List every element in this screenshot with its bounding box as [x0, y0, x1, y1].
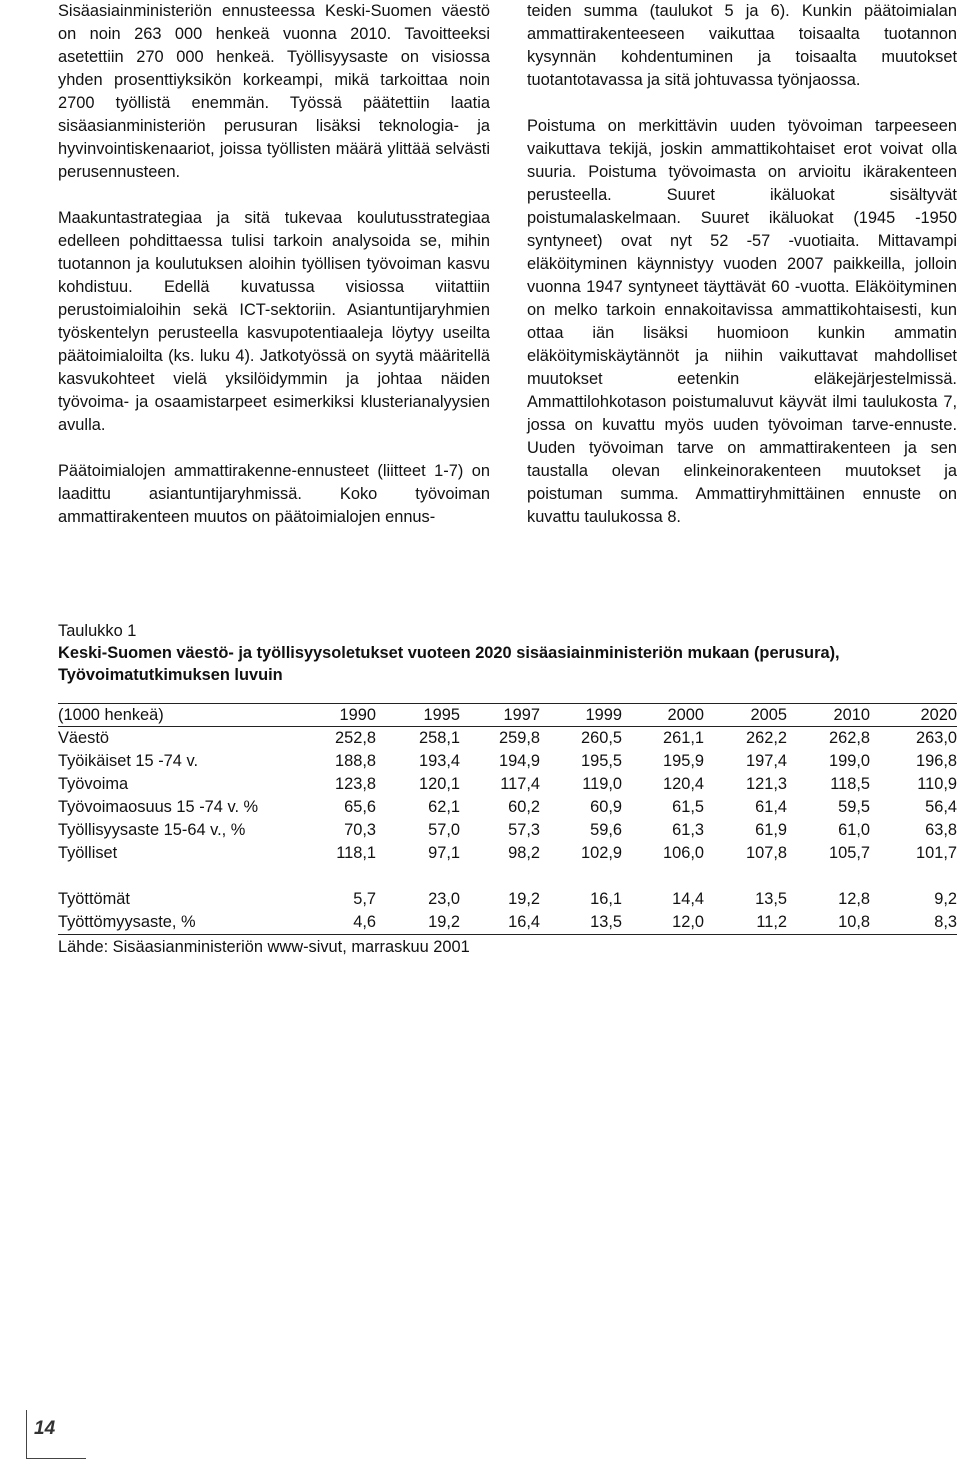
value-cell: 59,5	[838, 798, 870, 816]
table-source: Lähde: Sisäasianministeriön www-sivut, marraskuu 2001	[58, 938, 470, 956]
spacer-cell	[58, 865, 957, 888]
table-row	[58, 819, 957, 842]
value-cell: 10,8	[787, 911, 870, 935]
value-cell: 59,6	[590, 821, 622, 839]
value-cell: 102,9	[580, 844, 622, 862]
header-cell: 2020	[870, 704, 957, 727]
header-cell: 1997	[460, 704, 540, 727]
value-cell: 57,3	[508, 821, 540, 839]
value-cell: 258,1	[418, 729, 460, 747]
value-cell: 121,3	[745, 775, 787, 793]
table-label: Taulukko 1	[58, 622, 137, 640]
value-cell: 101,7	[915, 844, 957, 862]
value-cell: 118,1	[336, 844, 376, 862]
value-cell: 16,4	[460, 911, 540, 935]
value-cell: 120,1	[418, 775, 460, 793]
value-cell: 106,0	[662, 844, 704, 862]
header-cell: 1990	[286, 704, 376, 727]
value-cell: 117,4	[500, 775, 540, 793]
value-cell: 9,2	[934, 890, 957, 908]
left-paragraph-3: Päätoimialojen ammattirakenne-ennusteet (liitteet 1-7) on laadittu asiantuntijaryhmissä. Koko työvoiman ammattirakenteen muutos on päätoimialojen ennus-	[58, 462, 490, 526]
value-cell: 5,7	[353, 890, 376, 908]
value-cell: 194,9	[498, 752, 540, 770]
value-cell: 62,1	[428, 798, 460, 816]
left-column	[58, 0, 490, 529]
value-cell: 252,8	[334, 729, 376, 747]
value-cell: 197,4	[745, 752, 787, 770]
value-cell: 11,2	[704, 911, 787, 935]
value-cell: 97,1	[428, 844, 460, 862]
value-cell: 16,1	[590, 890, 622, 908]
value-cell: 262,8	[828, 729, 870, 747]
value-cell: 70,3	[344, 821, 376, 839]
value-cell: 262,2	[745, 729, 787, 747]
table-row	[58, 773, 957, 796]
value-cell: 57,0	[428, 821, 460, 839]
value-cell: 123,8	[334, 775, 376, 793]
row-label-cell: Väestö	[58, 729, 110, 747]
data-table	[58, 703, 957, 935]
value-cell: 260,5	[580, 729, 622, 747]
header-cell: 2005	[704, 704, 787, 727]
value-cell: 98,2	[508, 844, 540, 862]
right-column	[527, 0, 957, 529]
value-cell: 63,8	[925, 821, 957, 839]
value-cell: 105,7	[828, 844, 870, 862]
value-cell: 56,4	[925, 798, 957, 816]
row-label-cell: Työlliset	[58, 844, 118, 862]
value-cell: 65,6	[344, 798, 376, 816]
right-paragraph-1: teiden summa (taulukot 5 ja 6). Kunkin päätoimialan ammattirakenteeseen vaikuttaa toisaalta tuotannon kysynnän kohdentuminen ja toisaalta muutokset tuotantotavassa ja sitä johtuvassa työnjaossa.	[527, 2, 957, 89]
table-header-row	[58, 704, 957, 727]
value-cell: 61,5	[672, 798, 704, 816]
value-cell: 118,5	[830, 775, 870, 793]
right-paragraph-2: Poistuma on merkittävin uuden työvoiman tarpeeseen vaikuttava tekijä, joskin ammattikohtaiset erot voivat olla suuria. Poistuma työvoimasta on arvioitu ikärakenteen perusteella. Suuret ikäluokat sisältyvät poistumalaskelmaan. Suuret ikäluokat (1945 -1950 syntyneet) ovat nyt 52 -57 -vuotiaita. Mittavampi eläköityminen käynnistyy vuoden 2007 paikkeilla, jolloin vuonna 1947 syntyneet täyttävät 60 -vuotta. Eläköityminen on melko tarkoin ennakoitavissa ammattikohtaisesti, kun ottaa iän lisäksi huomioon kunkin ammatin eläköitymiskäytännöt ja niihin vaikuttavat mahdolliset muutokset eetenkin eläkejärjestelmissä. Ammattilohkotason poistumaluvut käyvät ilmi taulukosta 7, jossa on kuvattu myös uuden työvoiman tarve-ennuste. Uuden työvoiman tarve on ammattirakenteen ja sen taustalla olevan elinkeinorakenteen muutokset ja poistuman summa. Ammattiryhmittäinen ennuste on kuvattu taulukossa 8.	[527, 117, 957, 526]
table-section	[58, 620, 957, 958]
row-label-cell: Työvoimaosuus 15 -74 v. %	[58, 798, 259, 816]
value-cell: 119,0	[582, 775, 622, 793]
header-cell: 2010	[787, 704, 870, 727]
page-number-rule-horizontal	[26, 1458, 86, 1459]
value-cell: 8,3	[870, 911, 957, 935]
value-cell: 61,4	[755, 798, 787, 816]
table-row	[58, 727, 957, 751]
table-row	[58, 888, 957, 911]
row-label-cell: Työikäiset 15 -74 v.	[58, 752, 198, 770]
table-row	[58, 750, 957, 773]
header-cell: 2000	[622, 704, 704, 727]
table-row	[58, 796, 957, 819]
table-row	[58, 911, 957, 935]
row-label-cell: Työllisyysaste 15-64 v., %	[58, 821, 246, 839]
table-spacer-row	[58, 865, 957, 888]
value-cell: 120,4	[662, 775, 704, 793]
value-cell: 199,0	[828, 752, 870, 770]
value-cell: 107,8	[745, 844, 787, 862]
value-cell: 12,0	[622, 911, 704, 935]
table-row	[58, 842, 957, 865]
value-cell: 23,0	[428, 890, 460, 908]
header-cell: 1999	[540, 704, 622, 727]
value-cell: 19,2	[376, 911, 460, 935]
table-title: Keski-Suomen väestö- ja työllisyysoletukset vuoteen 2020 sisäasiainministeriön mukaan (perusura), Työvoimatutkimuksen luvuin	[58, 644, 840, 684]
value-cell: 196,8	[915, 752, 957, 770]
value-cell: 13,5	[755, 890, 787, 908]
row-label-cell: Työvoima	[58, 775, 129, 793]
value-cell: 19,2	[508, 890, 540, 908]
row-label-cell: Työttömyysaste, %	[58, 911, 286, 935]
value-cell: 60,9	[590, 798, 622, 816]
left-paragraph-2: Maakuntastrategiaa ja sitä tukevaa koulutusstrategiaa edelleen pohdittaessa tulisi tarkoin analysoida se, mihin tuotannon ja koulutuksen aloihin työllisen työvoiman kasvu kohdistuu. Edellä kuvatussa visiossa viitattiin perustoimialoihin sekä ICT-sektoriin. Asiantuntijaryhmien työskentelyn perusteella kasvupotentiaaleja löytyy useilta päätoimialoilta (ks. luku 4). Jatkotyössä on syytä määritellä kasvukohteet vielä yksilöidymmin ja johtaa näiden työvoima- ja osaamistarpeet esimerkiksi klusterianalyysien avulla.	[58, 209, 490, 434]
table-body	[58, 727, 957, 935]
header-cell: (1000 henkeä)	[58, 704, 286, 727]
left-paragraph-1: Sisäasiainministeriön ennusteessa Keski-Suomen väestö on noin 263 000 henkeä vuonna 2010. Tavoitteeksi asetettiin 270 000 henkeä. Työllisyysaste on visiossa yhden prosenttiyksikön korkeampi, mikä tarkoittaa noin 2700 työllistä enemmän. Työssä päätettiin laatia sisäasianministeriön perusuran lisäksi teknologia- ja hyvinvointiskenaariot, joissa työllisten määrä ylittää selvästi perusennusteen.	[58, 2, 490, 181]
row-label-cell: Työttömät	[58, 890, 130, 908]
value-cell: 193,4	[418, 752, 460, 770]
value-cell: 263,0	[915, 729, 957, 747]
value-cell: 4,6	[286, 911, 376, 935]
value-cell: 188,8	[334, 752, 376, 770]
page-number-rule-vertical	[26, 1410, 27, 1458]
header-cell: 1995	[376, 704, 460, 727]
value-cell: 14,4	[672, 890, 704, 908]
value-cell: 195,5	[580, 752, 622, 770]
value-cell: 13,5	[540, 911, 622, 935]
value-cell: 60,2	[508, 798, 540, 816]
value-cell: 261,1	[662, 729, 704, 747]
value-cell: 61,3	[672, 821, 704, 839]
value-cell: 61,0	[838, 821, 870, 839]
value-cell: 12,8	[838, 890, 870, 908]
value-cell: 259,8	[498, 729, 540, 747]
page-number: 14	[34, 1418, 56, 1439]
value-cell: 61,9	[755, 821, 787, 839]
value-cell: 110,9	[917, 775, 957, 793]
value-cell: 195,9	[662, 752, 704, 770]
